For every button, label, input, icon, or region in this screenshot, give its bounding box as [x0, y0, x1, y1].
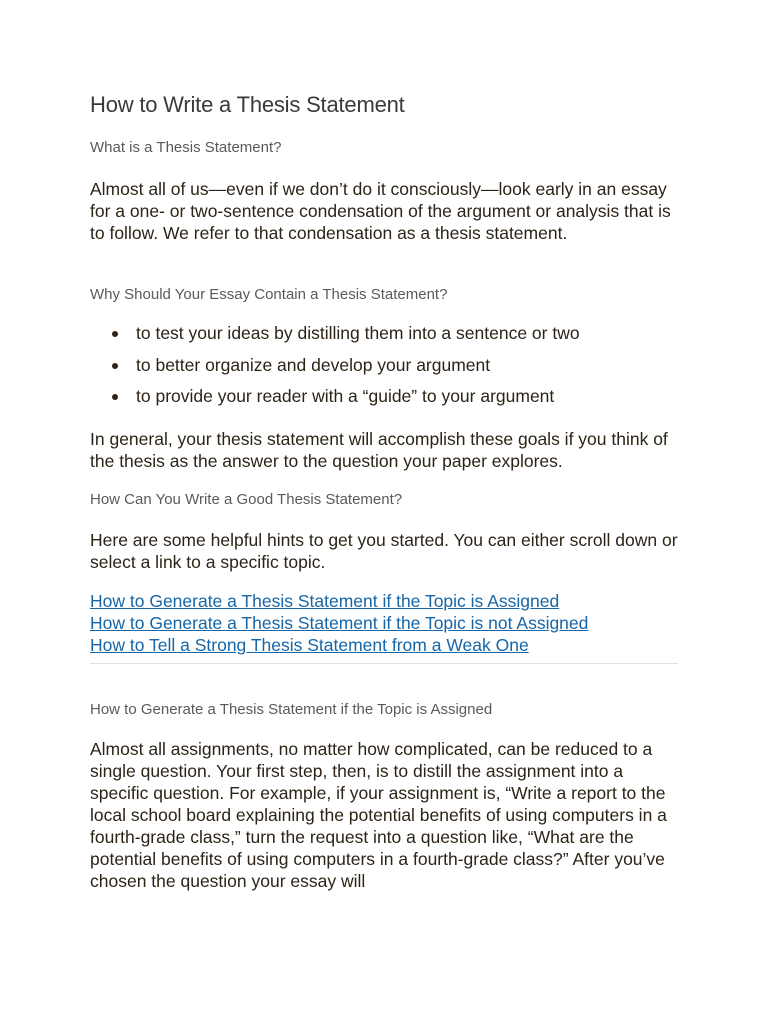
- link-strong-vs-weak[interactable]: How to Tell a Strong Thesis Statement from a Weak One: [90, 635, 529, 655]
- section-paragraph-topic-assigned: Almost all assignments, no matter how complicated, can be reduced to a single question. Your first step, then, is to distill the assignment into a specific question. For example, if your assignment is, “Write a report to the local school board explaining the potential benefits of using computers in a fourth-grade class,” turn the request into a question like, “What are the potential benefits of using computers in a fourth-grade class?” After you’ve chosen the question your essay will: [90, 739, 667, 891]
- section-paragraph-why: In general, your thesis statement will accomplish these goals if you think of the thesis as the answer to the question your paper explores.: [90, 429, 668, 471]
- list-item-text: to provide your reader with a “guide” to your argument: [136, 386, 555, 406]
- section-divider: [90, 663, 678, 664]
- link-topic-assigned[interactable]: How to Generate a Thesis Statement if the Topic is Assigned: [90, 591, 560, 611]
- bullet-icon: [112, 363, 118, 369]
- section-heading-topic-assigned: How to Generate a Thesis Statement if the Topic is Assigned: [90, 701, 493, 718]
- list-item: [90, 322, 680, 344]
- topic-links: [90, 590, 588, 656]
- section-heading-what-is: What is a Thesis Statement?: [90, 139, 282, 156]
- bullet-icon: [112, 394, 118, 400]
- list-item-text: to better organize and develop your argument: [136, 354, 491, 375]
- section-heading-how-can: How Can You Write a Good Thesis Statement?: [90, 491, 403, 508]
- section-heading-why: Why Should Your Essay Contain a Thesis Statement?: [90, 286, 448, 303]
- list-item: [90, 354, 680, 376]
- bullet-icon: [112, 331, 118, 337]
- section-paragraph-what-is: Almost all of us—even if we don’t do it consciously—look early in an essay for a one- or two-sentence condensation of the argument or analysis that is to follow. We refer to that condensation as a thesis statement.: [90, 179, 671, 243]
- list-item-text: to test your ideas by distilling them into a sentence or two: [136, 323, 580, 343]
- list-item: [90, 385, 680, 407]
- page-title: How to Write a Thesis Statement: [90, 92, 405, 117]
- section-paragraph-how-can: Here are some helpful hints to get you started. You can either scroll down or select a link to a specific topic.: [90, 530, 678, 572]
- reasons-bullet-list: [90, 322, 680, 417]
- link-topic-not-assigned[interactable]: How to Generate a Thesis Statement if the Topic is not Assigned: [90, 613, 589, 633]
